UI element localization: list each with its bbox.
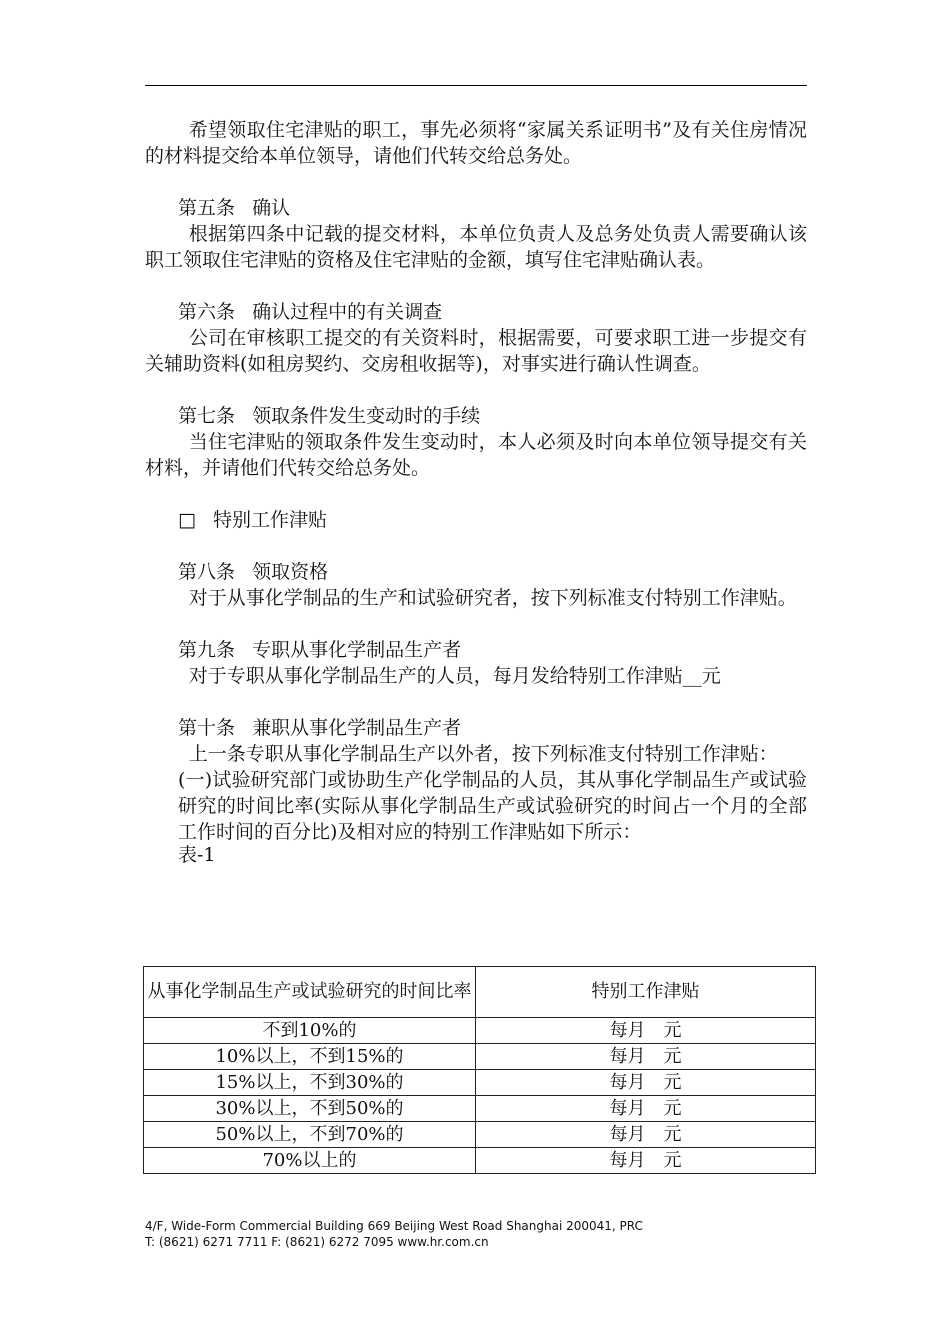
article-title: 兼职从事化学制品生产者 xyxy=(252,717,462,739)
paragraph-gap xyxy=(145,611,807,637)
paragraph-gap xyxy=(145,273,807,299)
table-cell-allowance: 每月 元 xyxy=(476,1148,816,1174)
body-paragraph: 当住宅津贴的领取条件发生变动时，本人必须及时向本单位领导提交有关材料，并请他们代转交给总务处。 xyxy=(145,431,807,479)
body-paragraph: 希望领取住宅津贴的职工，事先必须将“家属关系证明书”及有关住房情况的材料提交给本单位领导，请他们代转交给总务处。 xyxy=(145,119,807,167)
article-number: 第七条 xyxy=(178,405,236,427)
article-heading xyxy=(145,637,807,663)
article-title: 领取资格 xyxy=(252,561,329,583)
article-heading xyxy=(145,559,807,585)
article-number: 第八条 xyxy=(178,561,236,583)
table-header-allowance: 特别工作津贴 xyxy=(476,967,816,1018)
table-cell-ratio: 50%以上，不到70%的 xyxy=(144,1122,476,1148)
paragraph-gap xyxy=(145,481,807,507)
body-paragraph: 根据第四条中记载的提交材料，本单位负责人及总务处负责人需要确认该职工领取住宅津贴的资格及住宅津贴的金额，填写住宅津贴确认表。 xyxy=(145,223,807,271)
table-caption: 表-1 xyxy=(178,844,216,866)
table-cell-allowance: 每月 元 xyxy=(476,1096,816,1122)
table-cell-ratio: 30%以上，不到50%的 xyxy=(144,1096,476,1122)
body-paragraph: 对于从事化学制品的生产和试验研究者，按下列标准支付特别工作津贴。 xyxy=(188,587,797,609)
list-item: (一)试验研究部门或协助生产化学制品的人员，其从事化学制品生产或试验研究的时间比率(实际从事化学制品生产或试验研究的时间占一个月的全部工作时间的百分比)及相对应的特别工作津贴如下所示： xyxy=(178,769,807,843)
body-paragraph: 公司在审核职工提交的有关资料时，根据需要，可要求职工进一步提交有关辅助资料(如租房契约、交房租收据等)，对事实进行确认性调查。 xyxy=(145,327,807,375)
table-cell-allowance: 每月 元 xyxy=(476,1070,816,1096)
article-heading xyxy=(145,715,807,741)
article-number: 第六条 xyxy=(178,301,236,323)
article-title: 确认 xyxy=(252,197,291,219)
table-cell-allowance: 每月 元 xyxy=(476,1018,816,1044)
table-row xyxy=(144,1122,816,1148)
article-title: 专职从事化学制品生产者 xyxy=(252,639,462,661)
table-header-row xyxy=(144,967,816,1018)
table-header-ratio: 从事化学制品生产或试验研究的时间比率 xyxy=(144,967,476,1018)
body-paragraph: 对于专职从事化学制品生产的人员，每月发给特别工作津贴__元 xyxy=(188,665,721,687)
article-heading xyxy=(145,403,807,429)
article-number: □ xyxy=(178,509,196,531)
table-row xyxy=(144,1148,816,1174)
table-cell-ratio: 10%以上，不到15%的 xyxy=(144,1044,476,1070)
table-row xyxy=(144,1018,816,1044)
table-cell-allowance: 每月 元 xyxy=(476,1122,816,1148)
article-heading xyxy=(145,195,807,221)
article-number: 第五条 xyxy=(178,197,236,219)
body-paragraph: 上一条专职从事化学制品生产以外者，按下列标准支付特别工作津贴： xyxy=(188,743,778,765)
table-cell-ratio: 不到10%的 xyxy=(144,1018,476,1044)
allowance-table xyxy=(143,966,816,1174)
paragraph-gap xyxy=(145,169,807,195)
article-heading xyxy=(145,507,807,533)
table-cell-allowance: 每月 元 xyxy=(476,1044,816,1070)
table-cell-ratio: 15%以上，不到30%的 xyxy=(144,1070,476,1096)
table-row xyxy=(144,1070,816,1096)
footer-address: 4/F, Wide-Form Commercial Building 669 Beijing West Road Shanghai 200041, PRC xyxy=(145,1219,643,1233)
page-footer xyxy=(145,1218,643,1250)
article-title: 特别工作津贴 xyxy=(213,509,328,531)
table-row xyxy=(144,1096,816,1122)
article-number: 第九条 xyxy=(178,639,236,661)
paragraph-gap xyxy=(145,533,807,559)
document-body xyxy=(145,117,807,865)
table-row xyxy=(144,1044,816,1070)
article-title: 领取条件发生变动时的手续 xyxy=(252,405,481,427)
paragraph-gap xyxy=(145,689,807,715)
table-cell-ratio: 70%以上的 xyxy=(144,1148,476,1174)
article-number: 第十条 xyxy=(178,717,236,739)
paragraph-gap xyxy=(145,377,807,403)
article-title: 确认过程中的有关调查 xyxy=(252,301,443,323)
article-heading xyxy=(145,299,807,325)
footer-contact: T: (8621) 6271 7711 F: (8621) 6272 7095 www.hr.com.cn xyxy=(145,1235,489,1249)
header-rule xyxy=(145,85,807,86)
